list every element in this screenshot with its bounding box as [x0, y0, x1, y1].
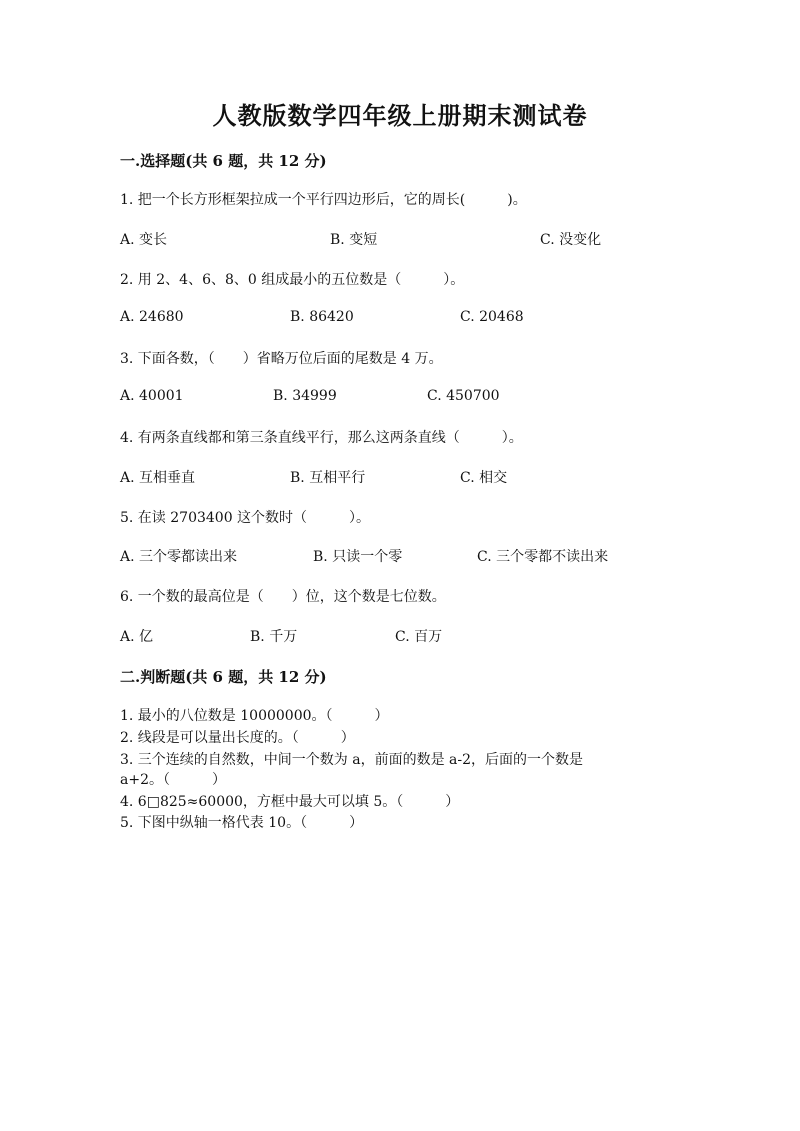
question-4-option-b: B. 互相平行: [290, 470, 366, 486]
section-heading-choice: 一.选择题(共 6 题，共 12 分): [120, 152, 327, 170]
section-heading-judgement: 二.判断题(共 6 题，共 12 分): [120, 668, 327, 686]
question-6-option-c: C. 百万: [395, 629, 443, 645]
question-1-option-b: B. 变短: [330, 232, 378, 248]
question-5-option-b: B. 只读一个零: [313, 549, 403, 565]
question-3-option-b: B. 34999: [273, 388, 337, 404]
question-5-option-a: A. 三个零都读出来: [120, 549, 238, 565]
question-6-option-a: A. 亿: [120, 629, 154, 645]
question-6-stem: 6. 一个数的最高位是（ ）位，这个数是七位数。: [120, 589, 446, 605]
judgement-line-4: 4. 6□825≈60000，方框中最大可以填 5。（ ）: [120, 794, 460, 810]
question-4-option-c: C. 相交: [460, 470, 508, 486]
judgement-line-3-cont: a+2。（ ）: [120, 772, 226, 788]
question-2-option-b: B. 86420: [290, 309, 354, 325]
judgement-line-2: 2. 线段是可以量出长度的。（ ）: [120, 730, 355, 746]
question-4-option-a: A. 互相垂直: [120, 470, 196, 486]
judgement-line-1: 1. 最小的八位数是 10000000。（ ）: [120, 708, 389, 724]
question-1-option-c: C. 没变化: [540, 232, 602, 248]
question-3-option-c: C. 450700: [427, 388, 500, 404]
question-2-option-a: A. 24680: [120, 309, 184, 325]
question-2-stem: 2. 用 2、4、6、8、0 组成最小的五位数是（ ）。: [120, 272, 465, 288]
question-3-stem: 3. 下面各数，（ ）省略万位后面的尾数是 4 万。: [120, 351, 443, 367]
judgement-line-5: 5. 下图中纵轴一格代表 10。（ ）: [120, 815, 364, 831]
question-1-option-a: A. 变长: [120, 232, 168, 248]
question-5-option-c: C. 三个零都不读出来: [477, 549, 609, 565]
question-4-stem: 4. 有两条直线都和第三条直线平行，那么这两条直线（ ）。: [120, 430, 523, 446]
question-1-stem: 1. 把一个长方形框架拉成一个平行四边形后，它的周长( )。: [120, 192, 527, 208]
page-title: 人教版数学四年级上册期末测试卷: [212, 101, 588, 130]
question-5-stem: 5. 在读 2703400 这个数时（ ）。: [120, 510, 371, 526]
judgement-line-3: 3. 三个连续的自然数，中间一个数为 a，前面的数是 a-2，后面的一个数是: [120, 752, 584, 768]
question-3-option-a: A. 40001: [120, 388, 184, 404]
question-2-option-c: C. 20468: [460, 309, 524, 325]
question-6-option-b: B. 千万: [250, 629, 298, 645]
